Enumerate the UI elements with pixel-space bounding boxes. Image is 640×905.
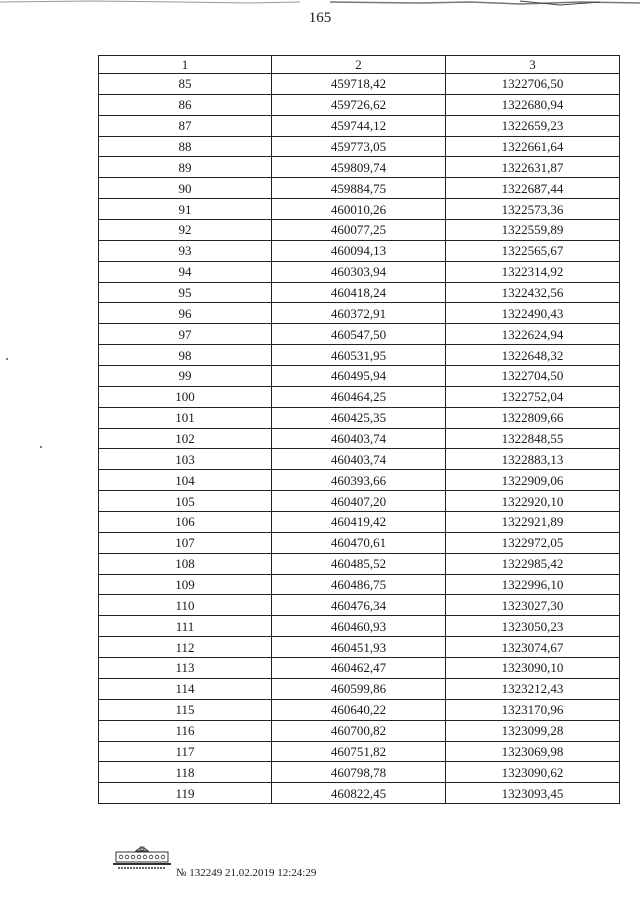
x-coordinate-cell: 460470,61 [272,532,446,553]
x-coordinate-cell: 460077,25 [272,220,446,241]
point-number-cell: 97 [99,324,272,345]
scan-speck [40,446,42,448]
y-coordinate-cell: 1322573,36 [446,199,620,220]
x-coordinate-cell: 460419,42 [272,512,446,533]
y-coordinate-cell: 1322704,50 [446,366,620,387]
x-coordinate-cell: 460700,82 [272,720,446,741]
x-coordinate-cell: 459726,62 [272,94,446,115]
table-row [99,74,620,95]
x-coordinate-cell: 460451,93 [272,637,446,658]
y-coordinate-cell: 1322909,06 [446,470,620,491]
y-coordinate-cell: 1322659,23 [446,115,620,136]
x-coordinate-cell: 460751,82 [272,741,446,762]
point-number-cell: 110 [99,595,272,616]
column-header: 1 [99,56,272,74]
x-coordinate-cell: 460094,13 [272,240,446,261]
table-row [99,741,620,762]
point-number-cell: 107 [99,532,272,553]
table-row [99,157,620,178]
point-number-cell: 91 [99,199,272,220]
table-row [99,178,620,199]
table-row [99,94,620,115]
y-coordinate-cell: 1323090,62 [446,762,620,783]
table-row [99,762,620,783]
x-coordinate-cell: 460547,50 [272,324,446,345]
y-coordinate-cell: 1322314,92 [446,261,620,282]
x-coordinate-cell: 460798,78 [272,762,446,783]
table-row [99,240,620,261]
y-coordinate-cell: 1322706,50 [446,74,620,95]
table-row [99,512,620,533]
point-number-cell: 98 [99,345,272,366]
point-number-cell: 93 [99,240,272,261]
table-row [99,553,620,574]
point-number-cell: 115 [99,699,272,720]
x-coordinate-cell: 460403,74 [272,449,446,470]
government-building-stamp-icon [110,845,174,873]
point-number-cell: 103 [99,449,272,470]
y-coordinate-cell: 1323170,96 [446,699,620,720]
point-number-cell: 113 [99,658,272,679]
point-number-cell: 111 [99,616,272,637]
table-row [99,532,620,553]
y-coordinate-cell: 1322624,94 [446,324,620,345]
coordinates-table [98,55,620,804]
point-number-cell: 85 [99,74,272,95]
x-coordinate-cell: 460640,22 [272,699,446,720]
y-coordinate-cell: 1322631,87 [446,157,620,178]
y-coordinate-cell: 1323093,45 [446,783,620,804]
table-header-row [99,56,620,74]
point-number-cell: 90 [99,178,272,199]
x-coordinate-cell: 460462,47 [272,658,446,679]
point-number-cell: 118 [99,762,272,783]
table-row [99,678,620,699]
table-row [99,595,620,616]
y-coordinate-cell: 1322565,67 [446,240,620,261]
table-row [99,303,620,324]
y-coordinate-cell: 1322490,43 [446,303,620,324]
x-coordinate-cell: 460531,95 [272,345,446,366]
x-coordinate-cell: 460393,66 [272,470,446,491]
x-coordinate-cell: 459809,74 [272,157,446,178]
page-number: 165 [308,10,332,26]
x-coordinate-cell: 460010,26 [272,199,446,220]
table-row [99,386,620,407]
x-coordinate-cell: 460476,34 [272,595,446,616]
x-coordinate-cell: 460599,86 [272,678,446,699]
y-coordinate-cell: 1322661,64 [446,136,620,157]
point-number-cell: 92 [99,220,272,241]
table-row [99,637,620,658]
x-coordinate-cell: 460485,52 [272,553,446,574]
table-row [99,783,620,804]
y-coordinate-cell: 1322883,13 [446,449,620,470]
y-coordinate-cell: 1322432,56 [446,282,620,303]
column-header: 2 [272,56,446,74]
point-number-cell: 106 [99,512,272,533]
y-coordinate-cell: 1323099,28 [446,720,620,741]
x-coordinate-cell: 460495,94 [272,366,446,387]
y-coordinate-cell: 1322996,10 [446,574,620,595]
x-coordinate-cell: 460403,74 [272,428,446,449]
x-coordinate-cell: 459884,75 [272,178,446,199]
y-coordinate-cell: 1323069,98 [446,741,620,762]
point-number-cell: 94 [99,261,272,282]
table-row [99,470,620,491]
table-row [99,699,620,720]
point-number-cell: 96 [99,303,272,324]
point-number-cell: 114 [99,678,272,699]
table-row [99,324,620,345]
point-number-cell: 88 [99,136,272,157]
y-coordinate-cell: 1322809,66 [446,407,620,428]
table-row [99,658,620,679]
point-number-cell: 102 [99,428,272,449]
y-coordinate-cell: 1322648,32 [446,345,620,366]
table-row [99,449,620,470]
table-row [99,574,620,595]
table-row [99,491,620,512]
point-number-cell: 117 [99,741,272,762]
y-coordinate-cell: 1322680,94 [446,94,620,115]
scan-speck [6,358,8,360]
y-coordinate-cell: 1322848,55 [446,428,620,449]
x-coordinate-cell: 459744,12 [272,115,446,136]
point-number-cell: 108 [99,553,272,574]
point-number-cell: 99 [99,366,272,387]
x-coordinate-cell: 460425,35 [272,407,446,428]
table-row [99,261,620,282]
point-number-cell: 112 [99,637,272,658]
table-row [99,720,620,741]
document-reference: № 132249 21.02.2019 12:24:29 [176,867,317,879]
point-number-cell: 116 [99,720,272,741]
table-row [99,407,620,428]
x-coordinate-cell: 460407,20 [272,491,446,512]
point-number-cell: 89 [99,157,272,178]
x-coordinate-cell: 460372,91 [272,303,446,324]
y-coordinate-cell: 1323090,10 [446,658,620,679]
y-coordinate-cell: 1322920,10 [446,491,620,512]
y-coordinate-cell: 1322985,42 [446,553,620,574]
table-row [99,345,620,366]
point-number-cell: 86 [99,94,272,115]
point-number-cell: 109 [99,574,272,595]
y-coordinate-cell: 1322972,05 [446,532,620,553]
point-number-cell: 104 [99,470,272,491]
column-header: 3 [446,56,620,74]
table-row [99,220,620,241]
x-coordinate-cell: 459718,42 [272,74,446,95]
table-row [99,115,620,136]
x-coordinate-cell: 460486,75 [272,574,446,595]
x-coordinate-cell: 460464,25 [272,386,446,407]
point-number-cell: 87 [99,115,272,136]
table-row [99,199,620,220]
y-coordinate-cell: 1322752,04 [446,386,620,407]
point-number-cell: 105 [99,491,272,512]
table-row [99,136,620,157]
table-row [99,366,620,387]
y-coordinate-cell: 1322687,44 [446,178,620,199]
point-number-cell: 100 [99,386,272,407]
x-coordinate-cell: 459773,05 [272,136,446,157]
point-number-cell: 119 [99,783,272,804]
point-number-cell: 95 [99,282,272,303]
table-row [99,616,620,637]
point-number-cell: 101 [99,407,272,428]
y-coordinate-cell: 1323212,43 [446,678,620,699]
x-coordinate-cell: 460822,45 [272,783,446,804]
y-coordinate-cell: 1323050,23 [446,616,620,637]
y-coordinate-cell: 1323074,67 [446,637,620,658]
y-coordinate-cell: 1322559,89 [446,220,620,241]
x-coordinate-cell: 460460,93 [272,616,446,637]
y-coordinate-cell: 1322921,89 [446,512,620,533]
y-coordinate-cell: 1323027,30 [446,595,620,616]
x-coordinate-cell: 460303,94 [272,261,446,282]
table-row [99,428,620,449]
scan-top-edge [0,0,640,8]
x-coordinate-cell: 460418,24 [272,282,446,303]
table-row [99,282,620,303]
